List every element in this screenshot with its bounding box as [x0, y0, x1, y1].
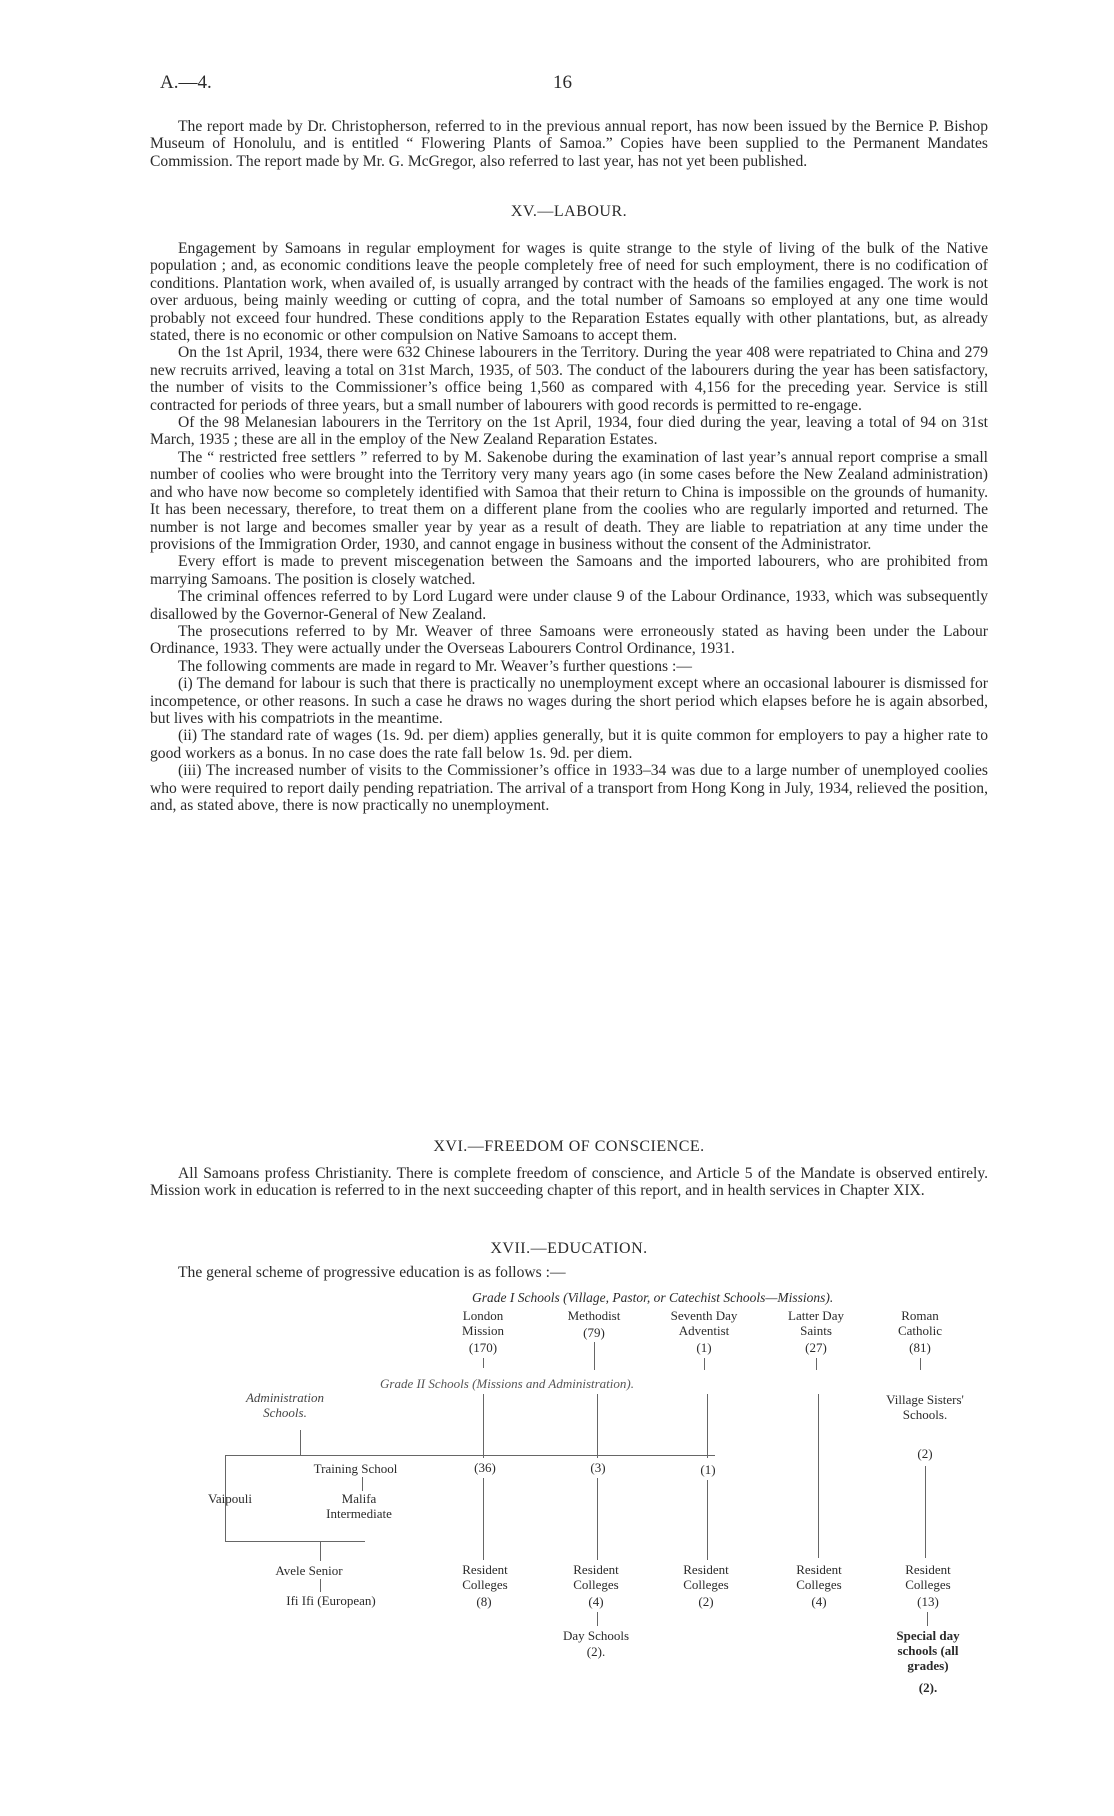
- special-day-schools: Special day schools (all grades): [896, 1628, 960, 1673]
- connector-line: [320, 1541, 321, 1561]
- labour-paragraph: Engagement by Samoans in regular employment for wages is quite strange to the style of living of the bulk of the Native population ; and, as economic conditions leave the people completely free of need for such employment, there is no codification of conditions. Plantation work, when availed of, is usually arranged by contract with the heads of the families engaged. The work is not over arduous, being mainly weeding or cutting of copra, and the total number of Samoans so employed at any one time would probably not exceed four hundred. These conditions apply to the Reparation Estates equally with other plantations, but, as already stated, there is no economic or other compulsion on Native Samoans to accept them.: [150, 240, 988, 345]
- labour-paragraph: (i) The demand for labour is such that there is practically no unemployment except where an occasional labourer is dismissed for incompetence, or other reasons. In such a case he draws no wages during the short period which elapses before he is again absorbed, but lives with his compatriots in the meantime.: [150, 675, 988, 727]
- labour-paragraph: The “ restricted free settlers ” referred to by M. Sakenobe during the examination of last year’s annual report comprise a small number of coolies who were brought into the Territory very many years ago (in some cases before the New Zealand administration) and who have now become so completely identified with Samoa that their return to China is impossible on the grounds of humanity. It has been necessary, therefore, to treat them on a different plane from the coolies who are regularly imported and returned. The number is not large and becomes smaller year by year as a result of death. They are liable to repatriation at any time under the provisions of the Immigration Order, 1930, and cannot engage in business without the consent of the Administrator.: [150, 448, 988, 553]
- labour-paragraph: The following comments are made in regard to Mr. Weaver’s further questions :—: [178, 657, 692, 675]
- resident-colleges: Resident Colleges: [683, 1562, 729, 1592]
- conscience-paragraph: All Samoans profess Christianity. There is complete freedom of conscience, and Article 5 of the Mandate is observed entirely. Mission work in education is referred to in the next succeeding chapter of this report, and in health services in Chapter XIX.: [150, 1165, 988, 1200]
- grade1-count: (1): [696, 1340, 712, 1355]
- mission-london: London Mission: [462, 1308, 504, 1338]
- resident-colleges-count: (2): [698, 1594, 714, 1609]
- intro-paragraph: The report made by Dr. Christopherson, referred to in the previous annual report, has now been issued by the Bernice P. Bishop Museum of Honolulu, and is entitled “ Flowering Plants of Samoa.” Copies have been supplied to the Permanent Mandates Commission. The report made by Mr. G. McGregor, also referred to last year, has not yet been published.: [150, 118, 988, 170]
- mission-methodist: Methodist: [567, 1308, 621, 1323]
- grade2-count: (36): [474, 1460, 496, 1475]
- grade1-count: (79): [583, 1325, 605, 1340]
- connector-line: [483, 1394, 484, 1458]
- resident-colleges: Resident Colleges: [573, 1562, 619, 1592]
- document-reference: A.—4.: [160, 72, 212, 93]
- grade1-count: (81): [909, 1340, 931, 1355]
- connector-line: [594, 1342, 595, 1370]
- special-day-schools-count: (2).: [918, 1680, 938, 1695]
- resident-colleges-count: (4): [811, 1594, 827, 1609]
- page-number: 16: [553, 72, 572, 93]
- connector-line: [920, 1358, 921, 1370]
- connector-line: [927, 1612, 928, 1626]
- labour-paragraph: Every effort is made to prevent miscegenation between the Samoans and the imported labourers, who are prohibited from marrying Samoans. The position is closely watched.: [150, 553, 988, 588]
- grade2-count: (3): [590, 1460, 606, 1475]
- admin-title: Administration Schools.: [245, 1390, 324, 1420]
- labour-paragraph: The prosecutions referred to by Mr. Weaver of three Samoans were erroneously stated as having been under the Labour Ordinance, 1933. They were actually under the Overseas Labourers Control Ordinance, 1931.: [150, 622, 988, 658]
- resident-colleges: Resident Colleges: [796, 1562, 842, 1592]
- mission-latter-day-saints: Latter Day Saints: [788, 1308, 844, 1338]
- admin-ifi-ifi: Ifi Ifi (European): [286, 1593, 376, 1608]
- grade2-title: Grade II Schools (Missions and Administration).: [380, 1376, 634, 1391]
- connector-line: [300, 1430, 301, 1455]
- grade1-count: (170): [468, 1340, 498, 1355]
- grade2-count: (1): [700, 1462, 716, 1477]
- day-schools: Day Schools: [562, 1628, 630, 1643]
- connector-line: [818, 1394, 819, 1558]
- mission-seventh-day-adventist: Seventh Day Adventist: [670, 1308, 738, 1338]
- day-schools-count: (2).: [586, 1644, 606, 1659]
- mission-roman-catholic: Roman Catholic: [897, 1308, 943, 1338]
- admin-avele: Avele Senior: [275, 1563, 343, 1578]
- education-intro: The general scheme of progressive education is as follows :—: [178, 1264, 566, 1281]
- labour-paragraph: Of the 98 Melanesian labourers in the Territory on the 1st April, 1934, four died during the year, leaving a total of 94 on 31st March, 1935 ; these are all in the employ of the New Zealand Reparation Estates.: [150, 414, 988, 449]
- resident-colleges: Resident Colleges: [462, 1562, 508, 1592]
- connector-line: [483, 1478, 484, 1560]
- connector-line: [925, 1466, 926, 1558]
- labour-heading: XV.—LABOUR.: [510, 203, 628, 220]
- connector-line: [225, 1541, 365, 1542]
- village-sisters-schools: Village Sisters' Schools.: [886, 1392, 964, 1422]
- village-sisters-count: (2): [917, 1446, 933, 1461]
- admin-malifa: Malifa Intermediate: [326, 1491, 392, 1521]
- connector-line: [704, 1358, 705, 1370]
- labour-paragraph: (iii) The increased number of visits to the Commissioner’s office in 1933–34 was due to a large number of unemployed coolies who were required to report daily pending repatriation. The arrival of a transport from Hong Kong in July, 1934, relieved the position, and, as stated above, there is now practically no unemployment.: [150, 762, 988, 814]
- admin-vaipouli: Vaipouli: [207, 1491, 253, 1506]
- connector-line: [483, 1358, 484, 1368]
- conscience-heading: XVI.—FREEDOM OF CONSCIENCE.: [433, 1138, 705, 1155]
- conscience-section: [150, 1165, 988, 1200]
- connector-line: [225, 1455, 226, 1541]
- resident-colleges-count: (8): [476, 1594, 492, 1609]
- labour-section: [150, 240, 988, 814]
- education-heading: XVII.—EDUCATION.: [490, 1240, 648, 1257]
- resident-colleges-count: (4): [588, 1594, 604, 1609]
- connector-line: [597, 1394, 598, 1458]
- resident-colleges: Resident Colleges: [905, 1562, 951, 1592]
- connector-line: [362, 1477, 363, 1491]
- connector-line: [225, 1455, 715, 1456]
- grade1-title: Grade I Schools (Village, Pastor, or Catechist Schools—Missions).: [472, 1290, 834, 1305]
- connector-line: [597, 1612, 598, 1626]
- labour-paragraph: On the 1st April, 1934, there were 632 Chinese labourers in the Territory. During the year 408 were repatriated to China and 279 new recruits arrived, leaving a total on 31st March, 1935, of 503. The conduct of the labourers during the year has been satisfactory, the number of visits to the Commissioner’s office being 1,560 as compared with 4,156 for the preceding year. Service is still contracted for periods of three years, but a small number of labourers with good records is permitted to re-engage.: [150, 344, 988, 414]
- connector-line: [816, 1358, 817, 1370]
- grade1-count: (27): [805, 1340, 827, 1355]
- connector-line: [597, 1478, 598, 1560]
- connector-line: [707, 1394, 708, 1458]
- labour-paragraph: (ii) The standard rate of wages (1s. 9d. per diem) applies generally, but it is quite common for employers to pay a higher rate to good workers as a bonus. In no case does the rate fall below 1s. 9d. per diem.: [150, 727, 988, 762]
- connector-line: [707, 1480, 708, 1560]
- connector-line: [320, 1579, 321, 1592]
- labour-paragraph: The criminal offences referred to by Lord Lugard were under clause 9 of the Labour Ordinance, 1933, which was subsequently disallowed by the Governor-General of New Zealand.: [150, 588, 988, 623]
- admin-training-school: Training School: [313, 1461, 398, 1476]
- resident-colleges-count: (13): [917, 1594, 939, 1609]
